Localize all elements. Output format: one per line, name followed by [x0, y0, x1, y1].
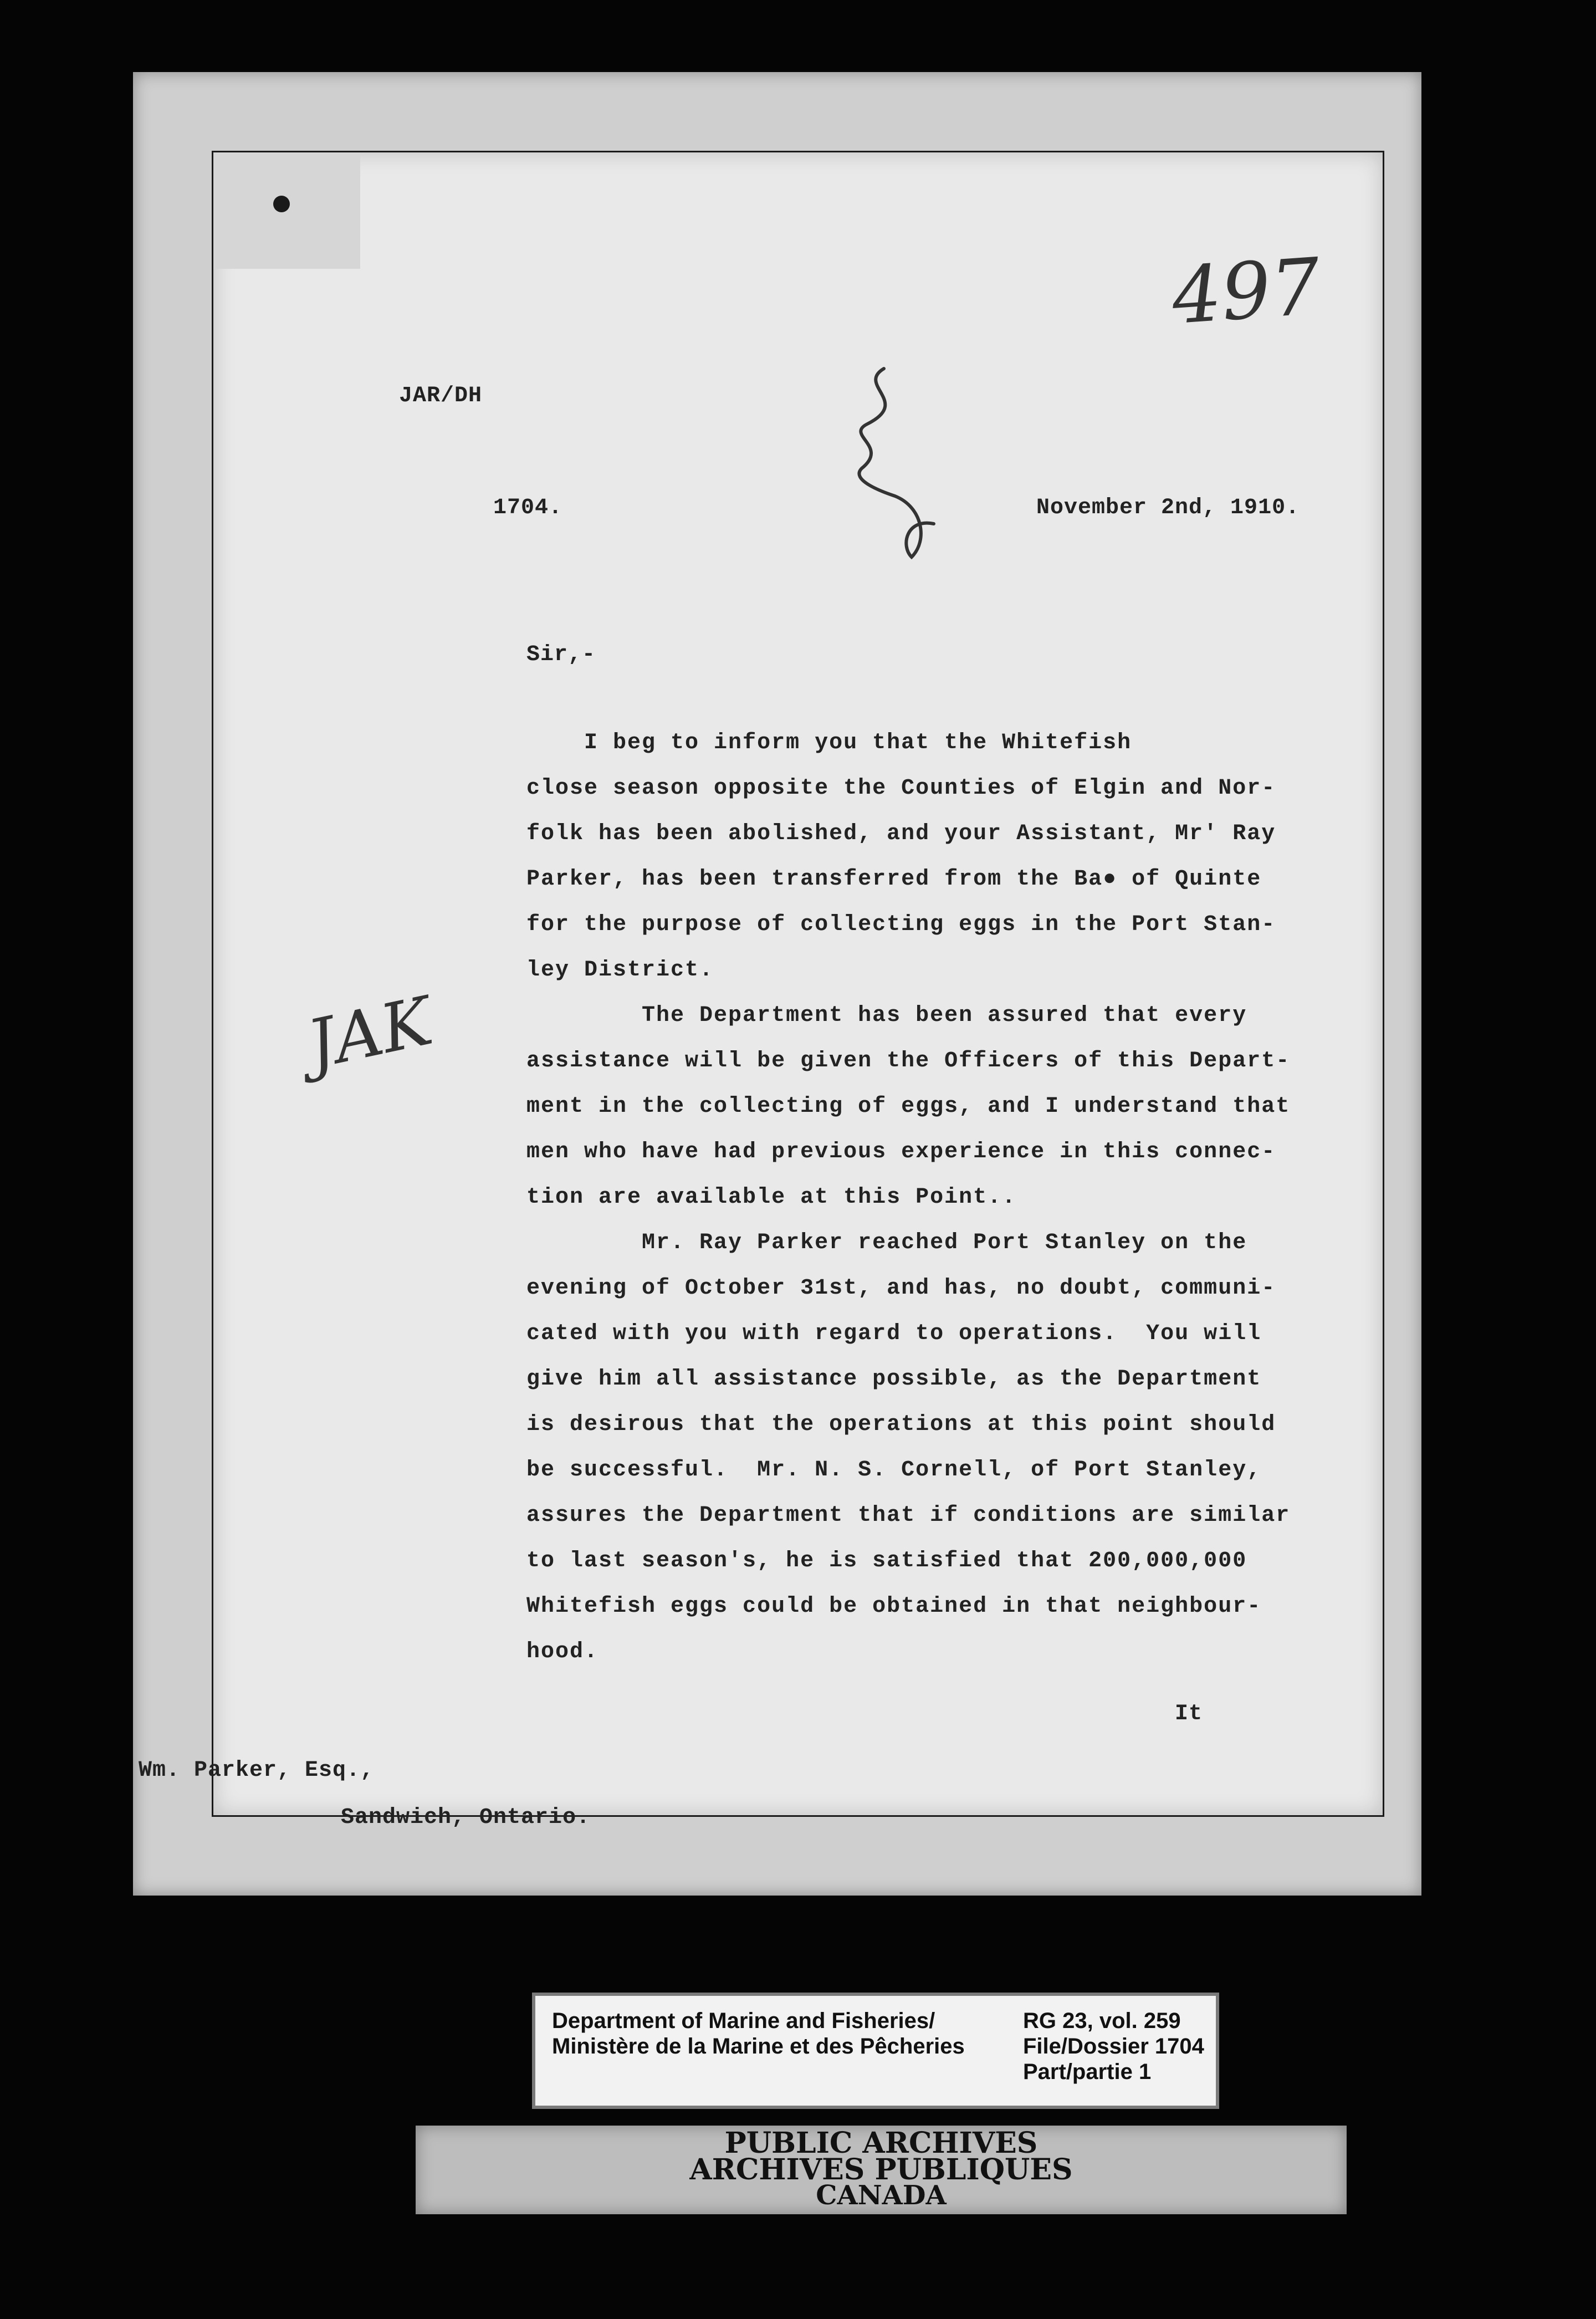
body-line: folk has been abolished, and your Assistant, Mr' Ray	[526, 821, 1276, 846]
letter-body	[526, 721, 1363, 1675]
body-line: Mr. Ray Parker reached Port Stanley on the	[526, 1230, 1247, 1255]
body-line: to last season's, he is satisfied that 200,000,000	[526, 1549, 1247, 1574]
margin-initials: JAK	[301, 983, 439, 1084]
body-line: I beg to inform you that the Whitefish	[526, 731, 1132, 755]
body-line: hood.	[526, 1639, 599, 1664]
body-line: for the purpose of collecting eggs in the Port Stan-	[526, 912, 1276, 937]
salutation: Sir,-	[526, 642, 596, 667]
body-line: The Department has been assured that every	[526, 1003, 1247, 1028]
letter-page	[139, 152, 1383, 1830]
body-line: is desirous that the operations at this point should	[526, 1412, 1276, 1437]
folio-number: 497	[1169, 241, 1323, 343]
body-line: men who have had previous experience in this connec-	[526, 1140, 1276, 1164]
body-line: close season opposite the Counties of Elgin and Nor-	[526, 776, 1276, 801]
file-dossier: File/Dossier 1704	[1023, 2034, 1204, 2059]
part-partie: Part/partie 1	[1023, 2060, 1152, 2084]
public-archives-stamp	[416, 2126, 1347, 2214]
body-line: ley District.	[526, 958, 714, 983]
body-line: Whitefish eggs could be obtained in that neighbour-	[526, 1594, 1262, 1619]
corner-patch	[213, 152, 360, 269]
body-line: cated with you with regard to operations. You will	[526, 1321, 1262, 1346]
body-line: assures the Department that if conditions are similar	[526, 1503, 1291, 1528]
body-line: evening of October 31st, and has, no doubt, communi-	[526, 1276, 1276, 1301]
stamp-line-3: CANADA	[816, 2180, 947, 2211]
stamp-line-1: PUBLIC ARCHIVES	[724, 2126, 1038, 2160]
department-name-en: Department of Marine and Fisheries/	[552, 2009, 935, 2033]
letter-date: November 2nd, 1910.	[1036, 496, 1300, 520]
continuation-word: It	[1175, 1702, 1203, 1727]
addressee-name: Wm. Parker, Esq.,	[139, 1758, 375, 1783]
body-line: ment in the collecting of eggs, and I understand that	[526, 1094, 1291, 1119]
department-name-fr: Ministère de la Marine et des Pêcheries	[552, 2034, 965, 2059]
handwritten-bracket-mark	[845, 363, 967, 563]
reference-code: JAR/DH	[399, 384, 483, 408]
body-line: Parker, has been transferred from the Ba● of Quinte	[526, 867, 1262, 892]
body-line: be successful. Mr. N. S. Cornell, of Port Stanley,	[526, 1458, 1262, 1483]
file-number: 1704.	[493, 496, 563, 520]
archive-reference-label	[532, 1993, 1219, 2109]
stamp-line-2: ARCHIVES PUBLIQUES	[689, 2153, 1073, 2187]
addressee-location: Sandwich, Ontario.	[341, 1805, 591, 1830]
punch-hole	[273, 196, 290, 212]
body-line: tion are available at this Point..	[526, 1185, 1017, 1210]
body-line: assistance will be given the Officers of this Depart-	[526, 1049, 1291, 1074]
body-line: give him all assistance possible, as the Department	[526, 1367, 1262, 1392]
record-group: RG 23, vol. 259	[1023, 2009, 1181, 2033]
